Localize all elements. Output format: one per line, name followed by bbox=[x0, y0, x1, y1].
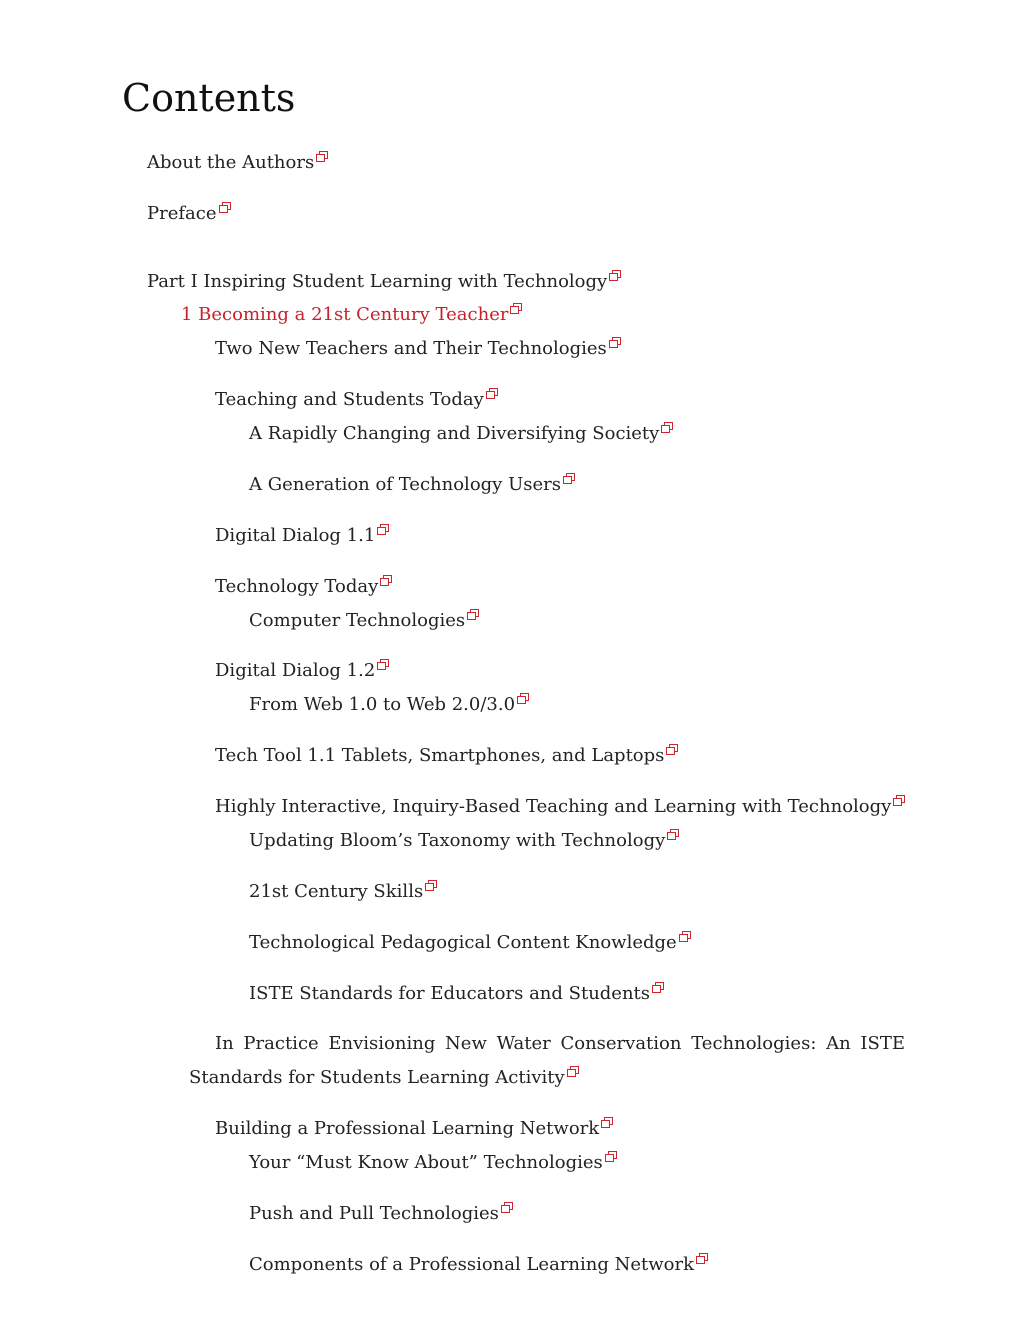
toc-entry-label: Technology Today bbox=[215, 576, 379, 597]
toc-entry-updating-blooms-taxonomy[interactable] bbox=[249, 824, 679, 858]
toc-entry-label: ISTE Standards for Educators and Students bbox=[249, 983, 651, 1004]
toc-entry-components-of-pln[interactable] bbox=[249, 1248, 708, 1282]
toc-entry-label: A Rapidly Changing and Diversifying Society bbox=[249, 423, 660, 444]
external-link-icon bbox=[486, 388, 498, 400]
external-link-icon bbox=[425, 880, 437, 892]
toc-entry-professional-learning-network[interactable] bbox=[215, 1112, 613, 1146]
toc-entry-label: Building a Professional Learning Network bbox=[215, 1118, 600, 1139]
external-link-icon bbox=[380, 575, 392, 587]
toc-entry-label: Highly Interactive, Inquiry-Based Teaching and Learning with Technology bbox=[215, 796, 892, 817]
toc-entry-digital-dialog-1-1[interactable] bbox=[215, 519, 389, 553]
toc-entry-label: Digital Dialog 1.1 bbox=[215, 525, 376, 546]
toc-entry-label: Tech Tool 1.1 Tablets, Smartphones, and Laptops bbox=[215, 745, 665, 766]
toc-entry-teaching-and-students-today[interactable] bbox=[215, 383, 498, 417]
external-link-icon bbox=[666, 744, 678, 756]
toc-entry-label: Part I Inspiring Student Learning with Technology bbox=[147, 271, 608, 292]
toc-entry-label: Push and Pull Technologies bbox=[249, 1203, 499, 1224]
external-link-icon bbox=[563, 473, 575, 485]
toc-entry-label: Teaching and Students Today bbox=[215, 389, 484, 410]
toc-entry-21st-century-skills[interactable] bbox=[249, 875, 437, 909]
toc-entry-part-1[interactable] bbox=[147, 265, 621, 299]
external-link-icon bbox=[377, 524, 389, 536]
toc-entry-push-and-pull-technologies[interactable] bbox=[249, 1197, 513, 1231]
toc-entry-preface[interactable] bbox=[147, 197, 231, 231]
external-link-icon bbox=[661, 422, 673, 434]
page-title: Contents bbox=[122, 76, 296, 120]
toc-entry-generation-of-technology-users[interactable] bbox=[249, 468, 575, 502]
toc-entry-label: 21st Century Skills bbox=[249, 881, 424, 902]
toc-entry-must-know-technologies[interactable] bbox=[249, 1146, 617, 1180]
external-link-icon bbox=[501, 1202, 513, 1214]
toc-entry-tpck[interactable] bbox=[249, 926, 691, 960]
toc-entry-tech-tool-1-1[interactable] bbox=[215, 739, 678, 773]
toc-entry-in-practice-water-conservation[interactable] bbox=[189, 1027, 905, 1095]
external-link-icon bbox=[316, 151, 328, 163]
toc-entry-two-new-teachers[interactable] bbox=[215, 332, 621, 366]
external-link-icon bbox=[679, 931, 691, 943]
toc-entry-label: Preface bbox=[147, 203, 217, 224]
external-link-icon bbox=[609, 270, 621, 282]
toc-entry-label: Components of a Professional Learning Network bbox=[249, 1254, 694, 1275]
toc-entry-digital-dialog-1-2[interactable] bbox=[215, 654, 389, 688]
toc-entry-highly-interactive-teaching[interactable] bbox=[215, 790, 905, 824]
toc-entry-label: 1 Becoming a 21st Century Teacher bbox=[181, 304, 509, 325]
toc-entry-label: From Web 1.0 to Web 2.0/3.0 bbox=[249, 694, 516, 715]
toc-entry-computer-technologies[interactable] bbox=[249, 604, 479, 638]
external-link-icon bbox=[605, 1151, 617, 1163]
toc-entry-web-1-to-web-2-3[interactable] bbox=[249, 688, 529, 722]
toc-entry-label: Technological Pedagogical Content Knowledge bbox=[249, 932, 677, 953]
toc-entry-about-the-authors[interactable] bbox=[147, 146, 328, 180]
toc-entry-rapidly-changing-society[interactable] bbox=[249, 417, 673, 451]
external-link-icon bbox=[517, 693, 529, 705]
toc-entry-label: Two New Teachers and Their Technologies bbox=[215, 338, 607, 359]
external-link-icon bbox=[219, 202, 231, 214]
toc-entry-label: In Practice Envisioning New Water Conservation Technologies: An ISTE Standards for Students Learning Activity bbox=[189, 1033, 905, 1088]
toc-entry-technology-today[interactable] bbox=[215, 570, 392, 604]
toc-entry-label: Updating Bloom’s Taxonomy with Technology bbox=[249, 830, 666, 851]
toc-entry-label: A Generation of Technology Users bbox=[249, 474, 561, 495]
external-link-icon bbox=[467, 609, 479, 621]
external-link-icon bbox=[652, 982, 664, 994]
external-link-icon bbox=[893, 795, 905, 807]
toc-entry-chapter-1[interactable] bbox=[181, 298, 522, 332]
toc-entry-label: Computer Technologies bbox=[249, 610, 466, 631]
external-link-icon bbox=[696, 1253, 708, 1265]
external-link-icon bbox=[567, 1066, 579, 1078]
external-link-icon bbox=[510, 303, 522, 315]
toc-entry-iste-standards[interactable] bbox=[249, 977, 664, 1011]
external-link-icon bbox=[377, 659, 389, 671]
toc-entry-label: About the Authors bbox=[147, 152, 315, 173]
external-link-icon bbox=[609, 337, 621, 349]
toc-entry-label: Digital Dialog 1.2 bbox=[215, 660, 376, 681]
external-link-icon bbox=[667, 829, 679, 841]
external-link-icon bbox=[601, 1117, 613, 1129]
toc-entry-label: Your “Must Know About” Technologies bbox=[249, 1152, 603, 1173]
